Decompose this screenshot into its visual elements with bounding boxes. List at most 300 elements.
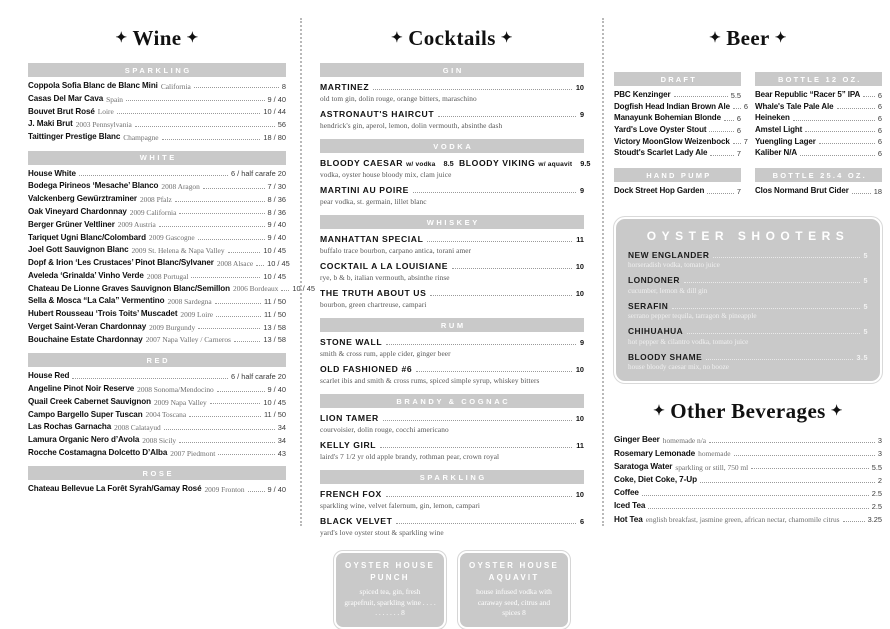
cocktail-name-row	[320, 516, 584, 526]
item-desc: laird's 7 1/2 yr old apple brandy, rothman pear, crown royal	[320, 452, 500, 461]
item-price: 3.5	[856, 352, 868, 362]
beer-grid-bottom	[614, 161, 882, 199]
item-desc: smith & cross rum, apple cider, ginger beer	[320, 349, 451, 358]
item-price: 10 / 45	[292, 284, 315, 294]
item-desc: sparkling or still, 750 ml	[675, 462, 749, 472]
section-header-vodka: VODKA	[320, 139, 584, 153]
dot-leader	[734, 455, 875, 456]
item-price: 9 / 40	[267, 233, 286, 243]
item-price: 10 / 44	[263, 107, 286, 117]
item-price: 18 / 80	[263, 132, 286, 142]
cocktail-item	[320, 261, 584, 282]
item-price: 7	[743, 137, 748, 147]
item-desc: homemade n/a	[662, 436, 707, 446]
section-header-white: WHITE	[28, 151, 286, 165]
item-name: Amstel Light	[755, 125, 803, 135]
item-desc: 2009 Austria	[117, 220, 156, 230]
dot-leader	[837, 108, 875, 109]
item-desc: 2008 Aragon	[161, 182, 200, 192]
item-desc: cucumber, lemon & dill gin	[628, 286, 708, 295]
item-name: LONDONER	[628, 275, 680, 286]
dot-leader	[79, 175, 228, 176]
item-desc: courvoisier, dolin rouge, cocchi americano	[320, 425, 449, 434]
beer-section	[614, 63, 882, 199]
other-beverages-title: ✦ Other Beverages ✦	[614, 399, 882, 424]
item-price: 8 / 36	[267, 207, 286, 217]
dot-leader	[438, 116, 576, 117]
item-desc: rye, b & b, italian vermouth, absinthe rinse	[320, 273, 450, 282]
item-desc: 2008 Calatayud	[114, 423, 161, 433]
dot-leader	[819, 143, 875, 144]
menu-row	[28, 336, 286, 344]
ornament-icon: ✦	[830, 404, 843, 420]
item-desc: sparkling wine, velvet falernum, gin, lemon, campari	[320, 501, 481, 510]
item-name: Ginger Beer	[614, 435, 660, 445]
menu-row	[614, 101, 749, 112]
cocktail-left	[320, 158, 454, 168]
menu-row	[28, 182, 286, 190]
menu-row	[28, 372, 286, 380]
dot-leader	[452, 268, 572, 269]
item-price: 10	[575, 289, 584, 298]
item-price: 10 / 45	[263, 397, 286, 407]
section-header-red: RED	[28, 353, 286, 367]
item-name: Angeline Pinot Noir Reserve	[28, 384, 135, 394]
item-name: OLD FASHIONED #6	[320, 364, 413, 374]
item-desc: 2009 Gascogne	[148, 233, 195, 243]
item-name: Yard's Love Oyster Stout	[614, 125, 707, 135]
menu-row	[614, 187, 741, 195]
item-price: 9.5	[580, 159, 591, 168]
dot-leader	[256, 265, 264, 266]
cocktail-name-row	[320, 364, 584, 374]
menu-row	[614, 126, 741, 134]
item-price: 18	[873, 186, 882, 196]
item-desc: hendrick's gin, aperol, lemon, dolin vermouth, absinthe dash	[320, 121, 503, 130]
menu-row	[28, 485, 286, 493]
item-desc: 2003 Pennsylvania	[75, 120, 132, 130]
dot-leader	[413, 192, 576, 193]
item-modifier: w/ vodka	[406, 161, 436, 168]
item-name: J. Maki Brut	[28, 119, 73, 129]
item-price: 8.5	[443, 159, 454, 168]
wine-column	[0, 0, 315, 540]
item-name: Coppola Sofia Blanc de Blanc Mini	[28, 81, 158, 90]
item-name: BLOODY SHAME	[628, 351, 703, 362]
cocktail-name-row	[320, 489, 584, 499]
item-name: Heineken	[755, 113, 790, 123]
promo-title: OYSTER HOUSE PUNCH	[345, 561, 435, 582]
item-price: 10	[575, 490, 584, 499]
item-price: 2.5	[871, 502, 882, 512]
dot-leader	[700, 482, 875, 483]
item-price: 8	[281, 81, 286, 91]
promo-box[interactable]	[458, 551, 570, 629]
beer-bottle12-header: BOTTLE 12 OZ.	[755, 72, 882, 86]
dot-leader	[198, 239, 265, 240]
item-desc: Loire	[97, 107, 114, 117]
item-modifier: w/ aquavit	[538, 161, 573, 168]
wine-sections	[28, 63, 315, 495]
menu-row	[755, 187, 882, 195]
cocktail-name-row	[459, 158, 591, 168]
item-desc: bourbon, green chartreuse, campari	[320, 300, 427, 309]
item-name: Rocche Costamagna Dolcetto D’Alba	[28, 447, 168, 457]
item-name: Quail Creek Cabernet Sauvignon	[28, 396, 151, 406]
cocktail-name-row	[320, 185, 584, 195]
item-price: 11	[576, 235, 584, 244]
section-header-rum: RUM	[320, 318, 584, 332]
item-price: 13 / 58	[263, 335, 286, 345]
item-price: 56	[277, 120, 286, 130]
dot-leader	[210, 403, 261, 404]
item-price: 3	[877, 436, 882, 446]
shooter-item	[628, 301, 868, 321]
promo-boxes	[320, 551, 584, 629]
item-price: 11	[576, 441, 584, 450]
cocktail-item	[320, 440, 584, 461]
ornament-icon: ✦	[115, 31, 128, 46]
menu-row	[614, 489, 882, 498]
dot-leader	[281, 290, 289, 291]
item-desc: 2006 Bordeaux	[233, 284, 279, 294]
item-desc: 2009 St. Helena & Napa Valley	[131, 246, 225, 256]
item-desc: 2007 Piedmont	[170, 448, 216, 458]
item-price: 2.5	[871, 488, 882, 498]
section-header-rose: ROSE	[28, 466, 286, 480]
cocktails-title: ✦ Cocktails ✦	[320, 26, 584, 51]
item-name: Dogfish Head Indian Brown Ale	[614, 101, 730, 111]
item-price: 34	[277, 435, 286, 445]
dot-leader	[191, 277, 260, 278]
item-price: 6	[579, 517, 584, 526]
item-desc: pear vodka, st. germain, lillet blanc	[320, 197, 427, 206]
item-price: 7 / 30	[267, 182, 286, 192]
dot-leader	[164, 429, 275, 430]
item-name: Kaliber N/A	[755, 148, 798, 158]
item-name: Stoudt's Scarlet Lady Ale	[614, 148, 708, 158]
oyster-shooters-list	[628, 250, 868, 372]
item-price: 13 / 58	[263, 322, 286, 332]
menu-row	[28, 234, 286, 242]
dot-leader	[805, 131, 875, 132]
item-name: Bouvet Brut Rosé	[28, 106, 95, 116]
item-price: 2	[877, 475, 882, 485]
oyster-shooters-box	[614, 217, 882, 384]
menu-row	[28, 310, 286, 318]
item-name: Taittinger Prestige Blanc	[28, 132, 121, 142]
menu-row	[28, 283, 315, 294]
dot-leader	[386, 496, 572, 497]
item-price: 6	[877, 90, 882, 100]
item-price: 9 / 40	[267, 384, 286, 394]
item-desc: Champagne	[123, 132, 159, 142]
cocktail-right	[459, 158, 591, 168]
item-name: STONE WALL	[320, 337, 383, 347]
item-name: Chateau De Lionne Graves Sauvignon Blanc/Semillon	[28, 283, 230, 293]
item-name: THE TRUTH ABOUT US	[320, 288, 427, 298]
beer-draft-group	[614, 63, 749, 161]
ornament-icon: ✦	[709, 31, 722, 46]
item-desc: serrano pepper tequila, tarragon & pineapple	[628, 312, 757, 321]
dot-leader	[373, 89, 572, 90]
dot-leader	[179, 442, 275, 443]
item-price: 6	[877, 125, 882, 135]
item-name: House White	[28, 168, 76, 178]
menu-row	[28, 108, 286, 116]
dot-leader	[713, 257, 859, 258]
shooter-item	[628, 275, 868, 295]
item-desc: 2009 Fronton	[204, 485, 245, 495]
cocktail-item	[320, 489, 584, 510]
ornament-icon: ✦	[500, 31, 513, 46]
item-price: 11 / 50	[263, 309, 286, 319]
section-header-sparkling: SPARKLING	[28, 63, 286, 77]
dot-leader	[706, 359, 852, 360]
other-beverages-section	[614, 399, 882, 524]
dot-leader	[216, 316, 261, 317]
item-name: Dopf & Irion ‘Les Crustaces’ Pinot Blanc/Sylvaner	[28, 258, 214, 268]
menu-row	[28, 208, 286, 216]
item-price: 7	[736, 149, 741, 159]
item-name: Berger Grüner Veltliner	[28, 219, 115, 229]
item-name: MANHATTAN SPECIAL	[320, 234, 424, 244]
dot-leader	[380, 447, 572, 448]
dot-leader	[117, 113, 261, 114]
wine-title: ✦ Wine ✦	[28, 26, 286, 51]
menu-row	[28, 385, 286, 393]
item-desc: 2008 Portugal	[146, 271, 189, 281]
item-desc: Spain	[106, 94, 123, 104]
menu-row	[755, 149, 882, 157]
item-price: 3	[877, 449, 882, 459]
promo-desc: house infused vodka with caraway seed, citrus and spices 8	[476, 587, 552, 618]
item-price: 10	[575, 83, 584, 92]
item-desc: 2008 Pfalz	[139, 194, 172, 204]
item-name: Hot Tea	[614, 514, 643, 524]
beer-handpump-group	[614, 161, 741, 199]
dot-leader	[386, 344, 576, 345]
item-name: Verget Saint-Veran Chardonnay	[28, 321, 147, 331]
cocktail-item	[320, 364, 584, 385]
menu-row	[28, 133, 286, 141]
menu-row	[614, 463, 882, 472]
item-name: Victory MoonGlow Weizenbock	[614, 136, 730, 146]
dot-leader	[126, 100, 265, 101]
menu-row	[28, 272, 286, 280]
item-name: PBC Kenzinger	[614, 90, 671, 99]
menu-row	[755, 114, 882, 122]
menu-row	[28, 436, 286, 444]
cocktail-name-row	[320, 82, 584, 92]
item-price: 3.25	[867, 515, 882, 525]
item-name: Aveleda ‘Grinalda’ Vinho Verde	[28, 270, 144, 280]
cocktail-pair	[320, 158, 591, 168]
dot-leader	[793, 120, 875, 121]
item-desc: 2009 Burgundy	[149, 322, 196, 332]
dot-leader	[710, 155, 734, 156]
item-name: Las Rochas Garnacha	[28, 422, 112, 432]
item-desc: 2009 Loire	[180, 309, 214, 319]
item-name: Campo Bargello Super Tuscan	[28, 409, 143, 419]
beer-bottle25-group	[755, 161, 882, 199]
item-desc: California	[160, 81, 191, 91]
menu-row	[755, 91, 882, 99]
dot-leader	[135, 126, 275, 127]
menu-row	[28, 95, 286, 103]
right-column	[604, 0, 890, 540]
item-name: Sella & Mosca “La Cala” Vermentino	[28, 296, 165, 306]
menu-row	[28, 258, 290, 268]
dot-leader	[687, 333, 859, 334]
oyster-shooters-title: OYSTER SHOOTERS	[646, 228, 850, 243]
shooter-name-row	[628, 301, 868, 311]
item-price: 6	[736, 114, 741, 123]
menu-row	[614, 149, 741, 157]
item-price: 7	[736, 186, 741, 196]
item-name: Casas Del Mar Cava	[28, 93, 104, 103]
dot-leader	[733, 143, 741, 144]
item-desc: 2008 Alsace	[216, 258, 254, 268]
item-desc: buffalo trace bourbon, carpano antica, torani amer	[320, 246, 472, 255]
dot-leader	[215, 303, 261, 304]
dot-leader	[751, 468, 868, 469]
item-desc: vodka, oyster house bloody mix, clam juice	[320, 170, 452, 179]
dot-leader	[648, 508, 868, 509]
item-price: 9	[579, 338, 584, 347]
dot-leader	[709, 131, 733, 132]
item-desc: scarlet ibis and smith & cross rums, spiced simple syrup, whiskey bitters	[320, 376, 540, 385]
cocktail-sections	[320, 63, 591, 537]
beer-handpump-header: HAND PUMP	[614, 168, 741, 182]
menu-row	[614, 136, 748, 147]
dot-leader	[203, 188, 265, 189]
dot-leader	[709, 442, 875, 443]
cocktails-column	[302, 0, 602, 618]
item-price: 10	[575, 365, 584, 374]
item-price: 6	[877, 149, 882, 159]
menu-row	[755, 126, 882, 134]
dot-leader	[218, 454, 275, 455]
item-name: Joel Gott Sauvignon Blanc	[28, 245, 129, 255]
item-price: 43	[277, 448, 286, 458]
item-name: BLACK VELVET	[320, 516, 393, 526]
beer-bottle12-list	[755, 91, 882, 158]
dot-leader	[179, 213, 264, 214]
dot-leader	[189, 416, 261, 417]
item-name: Oak Vineyard Chardonnay	[28, 206, 127, 216]
cocktail-name-row	[320, 288, 584, 298]
promo-box[interactable]	[334, 551, 446, 629]
dot-leader	[194, 87, 279, 88]
item-name: Valckenberg Gewürztraminer	[28, 194, 137, 204]
item-name: Dock Street Hop Garden	[614, 186, 705, 196]
menu-row	[28, 323, 286, 331]
cocktail-item	[320, 234, 584, 255]
item-name: CHIHUAHUA	[628, 326, 684, 337]
item-name: Coffee	[614, 488, 639, 498]
item-name: Bouchaine Estate Chardonnay	[28, 334, 143, 344]
item-desc: house bloody caesar mix, no booze	[628, 363, 729, 372]
other-beverages-list	[614, 436, 882, 524]
menu-row	[28, 120, 286, 128]
menu-row	[28, 411, 286, 419]
dot-leader	[707, 193, 734, 194]
ornament-icon: ✦	[653, 404, 666, 420]
menu-row	[28, 82, 286, 90]
item-name: MARTINI AU POIRE	[320, 185, 410, 195]
dot-leader	[175, 201, 265, 202]
cocktail-name-row	[320, 234, 584, 244]
beer-draft-header: DRAFT	[614, 72, 741, 86]
menu-row	[755, 138, 882, 146]
menu-row	[614, 114, 741, 122]
dot-leader	[234, 341, 260, 342]
item-price: 5.5	[730, 90, 741, 100]
item-price: 5	[863, 301, 868, 311]
item-desc: 2008 Sardegna	[167, 297, 212, 307]
cocktail-item	[320, 185, 584, 206]
cocktail-name-row	[320, 158, 454, 168]
beer-title: ✦ Beer ✦	[614, 26, 882, 51]
menu-row	[28, 246, 286, 254]
cocktail-item	[320, 516, 584, 537]
shooter-name-row	[628, 250, 868, 260]
menu-row	[614, 91, 741, 99]
beer-bottle25-header: BOTTLE 25.4 OZ.	[755, 168, 882, 182]
menu-row	[614, 436, 882, 445]
menu-row	[614, 502, 882, 511]
dot-leader	[228, 252, 261, 253]
cocktail-name-row	[320, 337, 584, 347]
shooter-item	[628, 250, 868, 270]
cocktail-name-row	[320, 440, 584, 450]
shooter-name-row	[628, 352, 868, 362]
item-name: NEW ENGLANDER	[628, 249, 710, 260]
menu-row	[28, 423, 286, 431]
menu-row	[28, 221, 286, 229]
item-name: Yuengling Lager	[755, 136, 816, 146]
item-name: Lamura Organic Nero d’Avola	[28, 435, 140, 445]
item-name: Bodega Pirineos ‘Mesache’ Blanco	[28, 181, 159, 191]
item-price: 5	[863, 250, 868, 260]
dot-leader	[684, 282, 860, 283]
item-price: 6	[877, 114, 882, 123]
item-desc: english breakfast, jasmine green, african nectar, chamomile citrus	[645, 515, 840, 525]
cocktail-item	[320, 288, 584, 309]
item-desc: hot pepper & cilantro vodka, tomato juice	[628, 337, 749, 346]
item-price: 10 / 45	[263, 271, 286, 281]
item-name: Saratoga Water	[614, 461, 673, 471]
cocktail-item	[320, 109, 584, 130]
item-desc: 2009 California	[129, 207, 177, 217]
item-price: 6	[736, 125, 741, 135]
cocktail-item	[320, 413, 584, 434]
item-name: Bear Republic “Racer 5” IPA	[755, 90, 861, 99]
item-price: 9 / 40	[267, 485, 286, 495]
menu-row	[28, 449, 286, 457]
cocktail-name-row	[320, 261, 584, 271]
menu-row	[755, 103, 882, 111]
dot-leader	[672, 308, 859, 309]
shooter-item	[628, 352, 868, 372]
item-name: Chateau Bellevue La Forêt Syrah/Gamay Rosé	[28, 484, 202, 494]
item-desc: 2004 Toscana	[145, 410, 187, 420]
item-name: SERAFIN	[628, 300, 669, 311]
beer-grid-top	[614, 63, 882, 161]
item-name: House Red	[28, 371, 70, 381]
dot-leader	[162, 139, 261, 140]
